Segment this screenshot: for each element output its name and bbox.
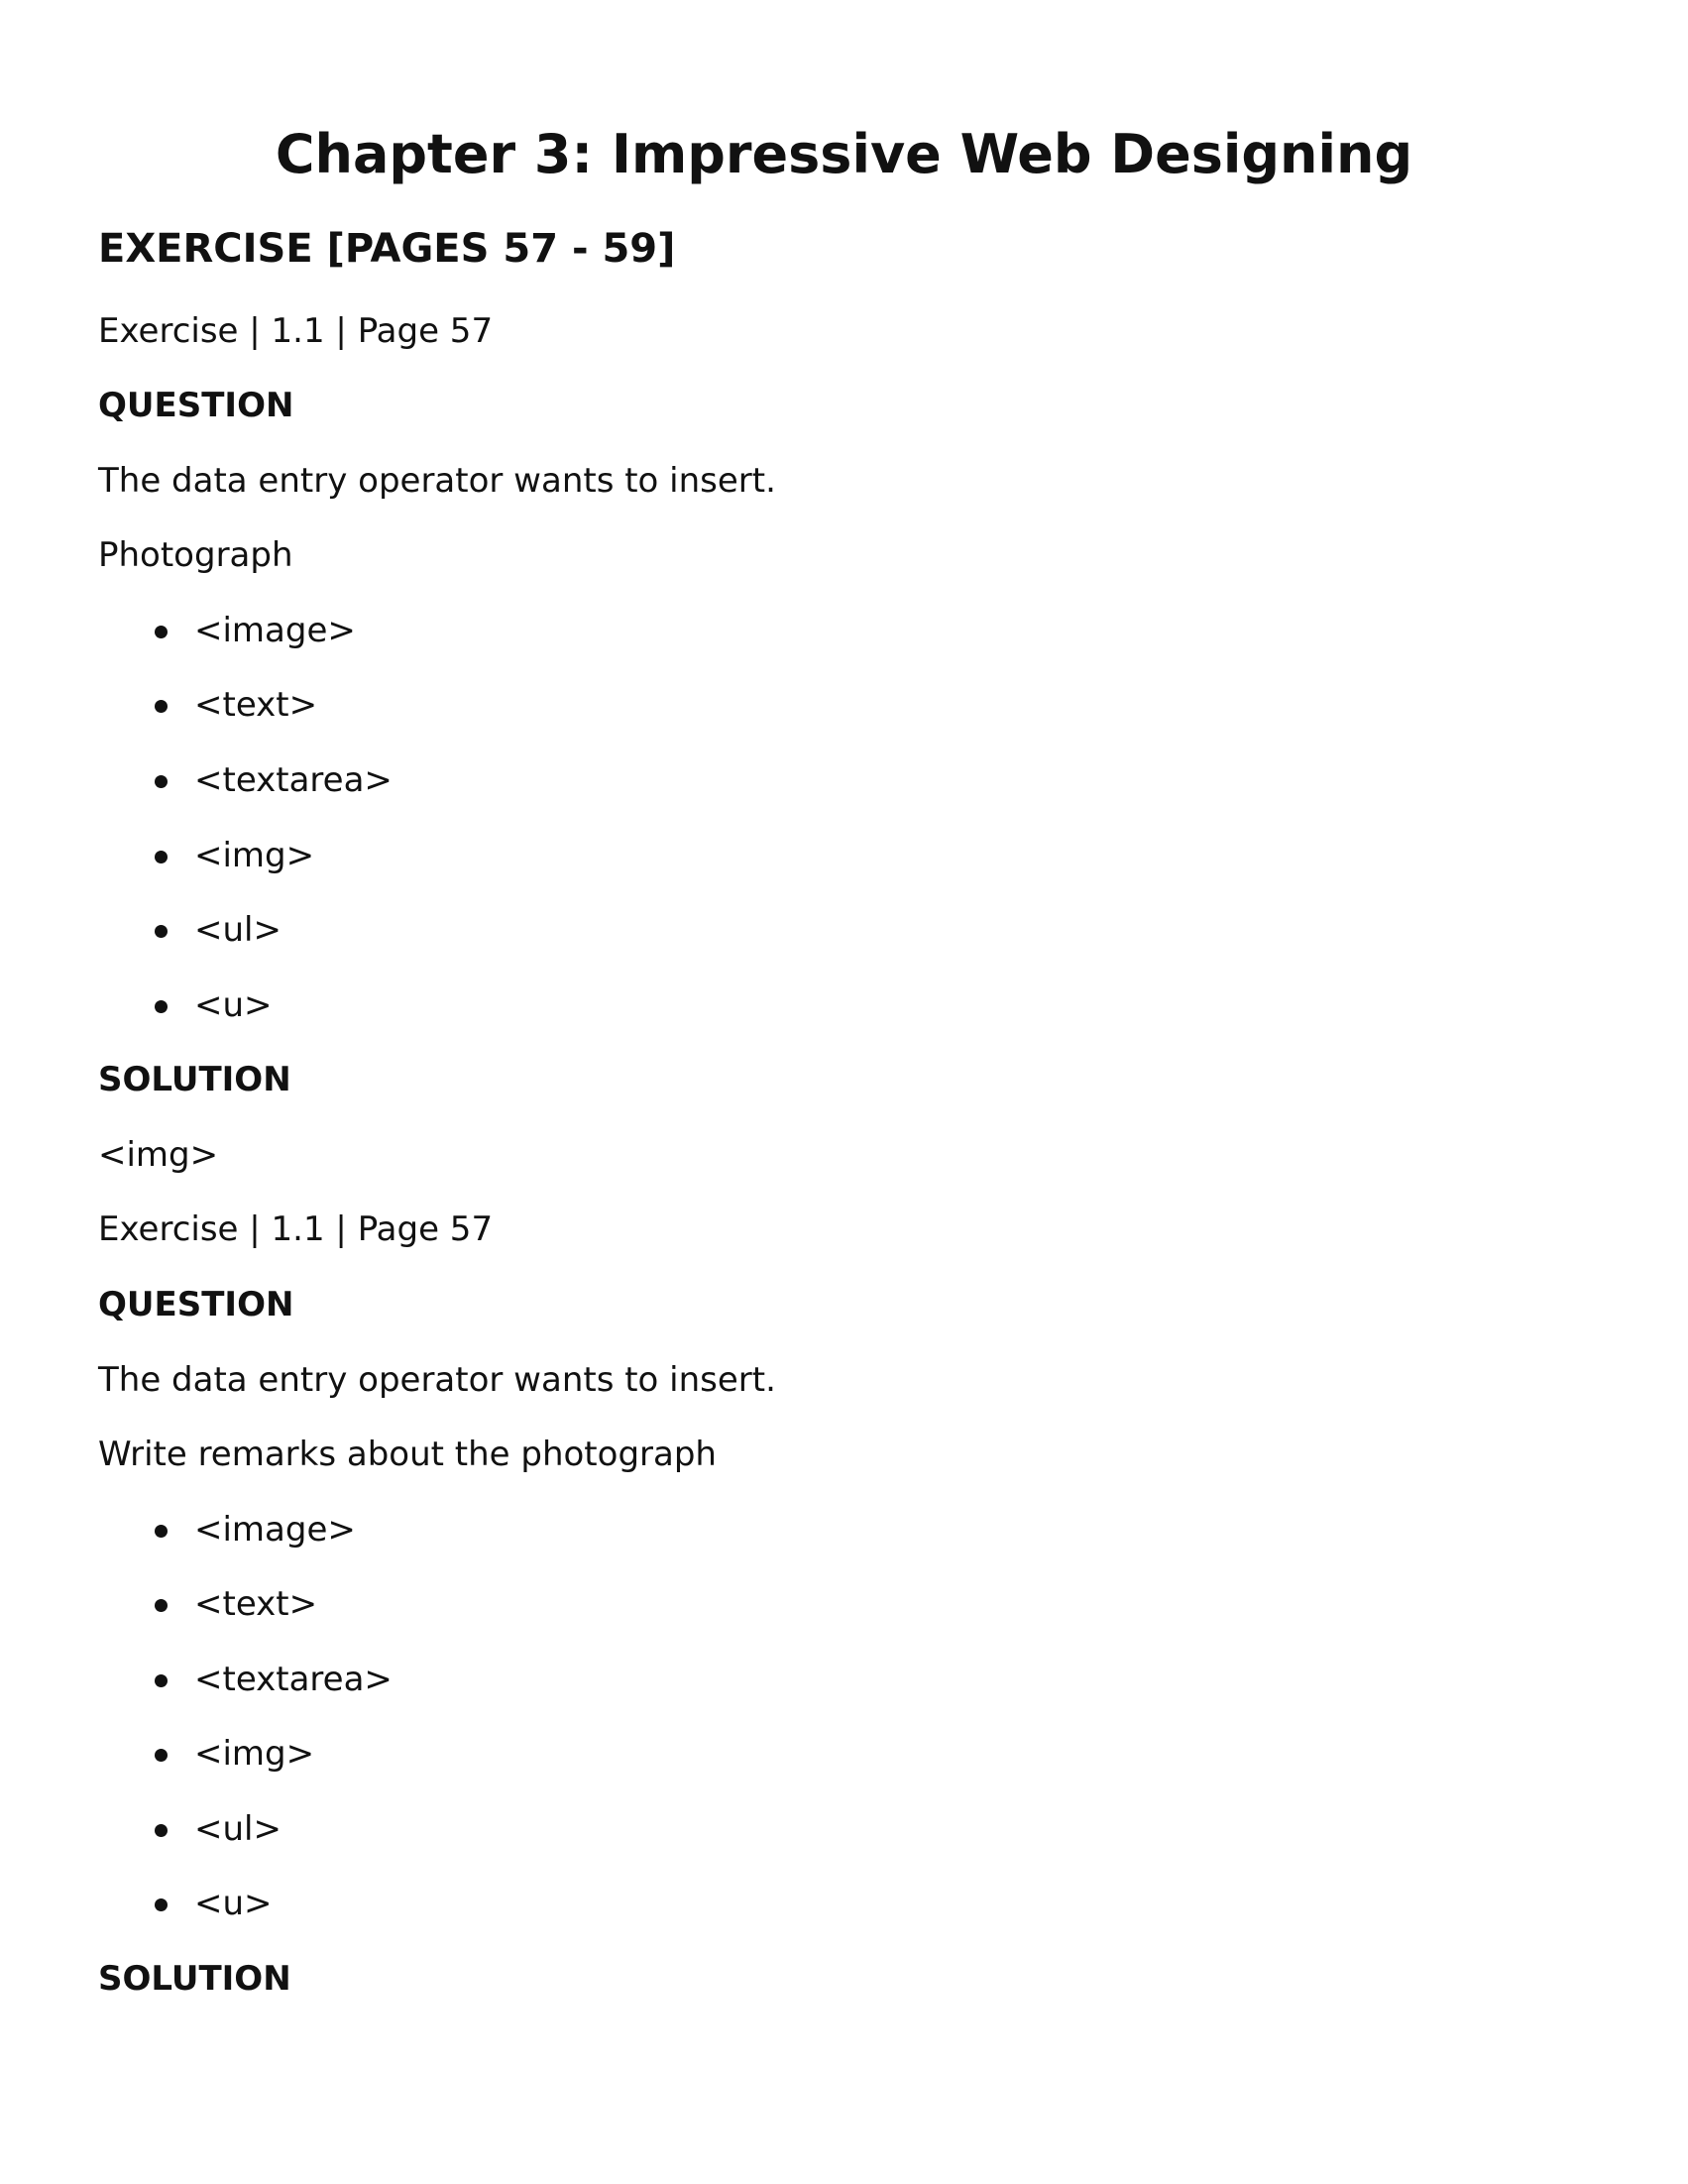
bullet-icon bbox=[155, 626, 168, 638]
bullet-icon bbox=[155, 1898, 168, 1911]
option-text: <text> bbox=[194, 1584, 318, 1624]
question-subtext: Photograph bbox=[98, 535, 293, 575]
question-label: QUESTION bbox=[98, 386, 294, 425]
option-text: <textarea> bbox=[194, 1660, 393, 1699]
bullet-icon bbox=[155, 851, 168, 863]
bullet-icon bbox=[155, 1674, 168, 1687]
option-text: <u> bbox=[194, 985, 273, 1025]
section-heading: EXERCISE [PAGES 57 - 59] bbox=[98, 226, 676, 272]
bullet-icon bbox=[155, 1599, 168, 1612]
exercise-reference: Exercise | 1.1 | Page 57 bbox=[98, 311, 494, 351]
bullet-icon bbox=[155, 1824, 168, 1837]
solution-label: SOLUTION bbox=[98, 1060, 291, 1099]
bullet-icon bbox=[155, 775, 168, 788]
chapter-title: Chapter 3: Impressive Web Designing bbox=[275, 123, 1413, 185]
bullet-icon bbox=[155, 1525, 168, 1538]
option-text: <textarea> bbox=[194, 760, 393, 800]
bullet-icon bbox=[155, 700, 168, 713]
option-text: <image> bbox=[194, 611, 356, 650]
solution-label: SOLUTION bbox=[98, 1959, 291, 1999]
option-text: <ul> bbox=[194, 910, 281, 950]
option-text: <u> bbox=[194, 1884, 273, 1923]
bullet-icon bbox=[155, 1749, 168, 1762]
bullet-icon bbox=[155, 925, 168, 938]
question-label: QUESTION bbox=[98, 1285, 294, 1324]
question-text: The data entry operator wants to insert. bbox=[98, 1360, 776, 1400]
option-text: <ul> bbox=[194, 1809, 281, 1849]
option-text: <image> bbox=[194, 1510, 356, 1550]
option-text: <img> bbox=[194, 836, 315, 875]
option-text: <text> bbox=[194, 685, 318, 725]
question-text: The data entry operator wants to insert. bbox=[98, 461, 776, 501]
solution-text: <img> bbox=[98, 1135, 219, 1175]
question-subtext: Write remarks about the photograph bbox=[98, 1435, 717, 1474]
bullet-icon bbox=[155, 1000, 168, 1013]
option-text: <img> bbox=[194, 1734, 315, 1774]
exercise-reference: Exercise | 1.1 | Page 57 bbox=[98, 1209, 494, 1249]
